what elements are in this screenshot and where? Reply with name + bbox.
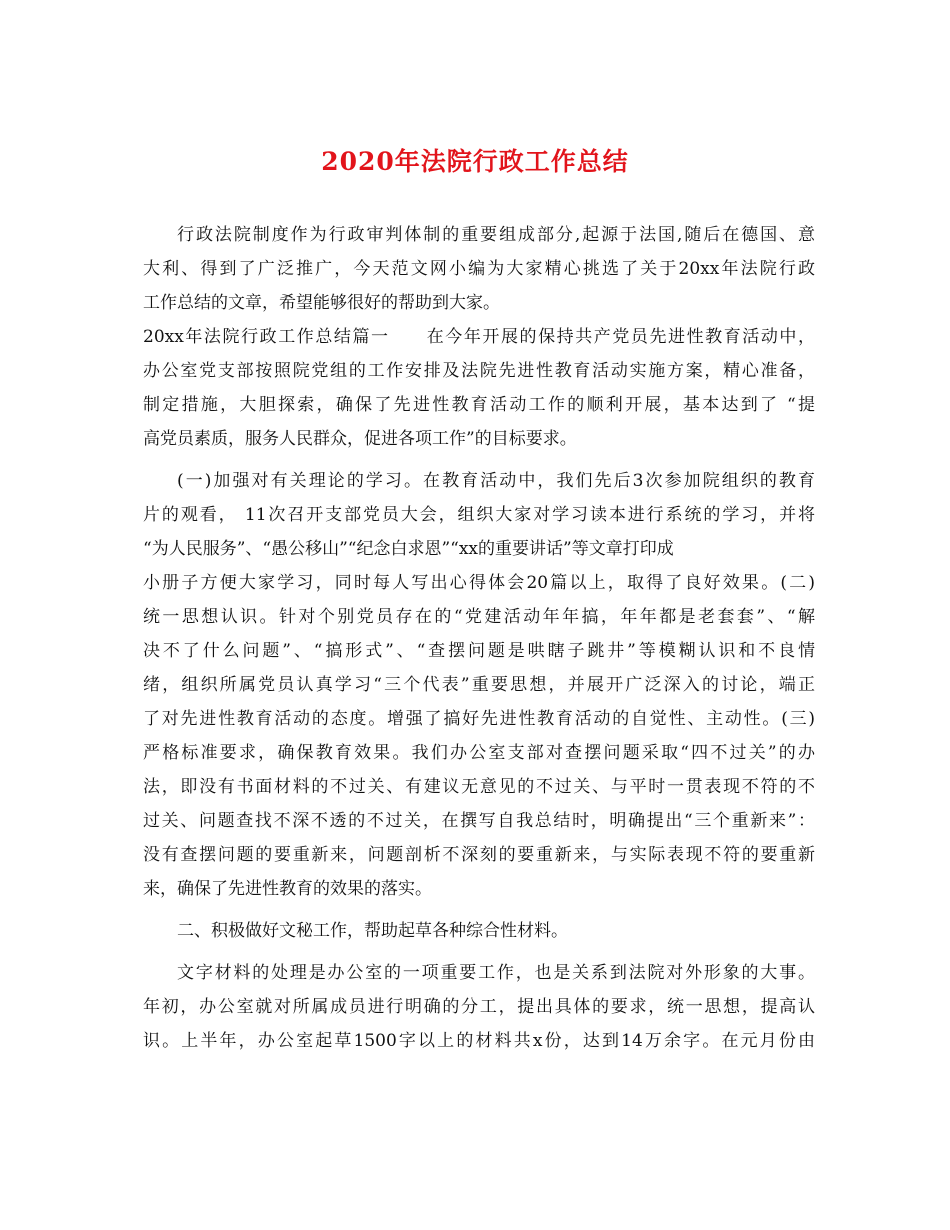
text-line: 片的观看， 11次召开支部党员大会，组织大家对学习读本进行系统的学习，并将 [143,505,815,525]
text-line: 20xx年法院行政工作总结篇一 在今年开展的保持共产党员先进性教育活动中， [143,327,815,347]
text-line: 年初，办公室就对所属成员进行明确的分工，提出具体的要求，统一思想，提高认 [143,997,815,1017]
text-line: 没有查摆问题的要重新来，问题剖析不深刻的要重新来，与实际表现不符的要重新 [143,845,815,865]
text-line: 制定措施，大胆探索，确保了先进性教育活动工作的顺利开展，基本达到了 “提 [143,395,815,415]
text-line: 决不了什么问题”、“搞形式”、“查摆问题是哄瞎子跳井”等模糊认识和不良情 [143,641,815,661]
document-title: 2020年法院行政工作总结 [321,147,629,176]
text-line: 工作总结的文章，希望能够很好的帮助到大家。 [143,293,500,313]
text-line: “为人民服务”、“愚公移山”“纪念白求恩”“xx的重要讲话”等文章打印成 [143,539,674,559]
text-line: 绪，组织所属党员认真学习“三个代表”重要思想，并展开广泛深入的讨论，端正 [143,675,815,695]
text-line: 小册子方便大家学习，同时每人写出心得体会20篇以上，取得了良好效果。(二) [143,573,815,593]
text-line: 识。上半年，办公室起草1500字以上的材料共x份，达到14万余字。在元月份由 [143,1031,815,1051]
text-line: (一)加强对有关理论的学习。在教育活动中，我们先后3次参加院组织的教育 [177,471,815,491]
text-line: 文字材料的处理是办公室的一项重要工作，也是关系到法院对外形象的大事。 [177,963,815,983]
text-line: 行政法院制度作为行政审判体制的重要组成部分,起源于法国,随后在德国、意 [177,225,815,245]
text-line: 办公室党支部按照院党组的工作安排及法院先进性教育活动实施方案，精心准备， [143,361,815,381]
text-line: 法，即没有书面材料的不过关、有建议无意见的不过关、与平时一贯表现不符的不 [143,777,815,797]
text-line: 大利、得到了广泛推广，今天范文网小编为大家精心挑选了关于20xx年法院行政 [143,259,815,279]
text-line: 了对先进性教育活动的态度。增强了搞好先进性教育活动的自觉性、主动性。(三) [143,709,815,729]
text-line: 高党员素质，服务人民群众，促进各项工作”的目标要求。 [143,429,577,449]
text-line: 来，确保了先进性教育的效果的落实。 [143,879,432,899]
text-line: 统一思想认识。针对个别党员存在的“党建活动年年搞，年年都是老套套”、“解 [143,607,815,627]
section-heading: 二、积极做好文秘工作，帮助起草各种综合性材料。 [177,921,568,941]
text-line: 过关、问题查找不深不透的不过关，在撰写自我总结时，明确提出“三个重新来”： [143,811,815,831]
text-line: 严格标准要求，确保教育效果。我们办公室支部对查摆问题采取“四不过关”的办 [143,743,815,763]
document-body [143,218,815,1058]
